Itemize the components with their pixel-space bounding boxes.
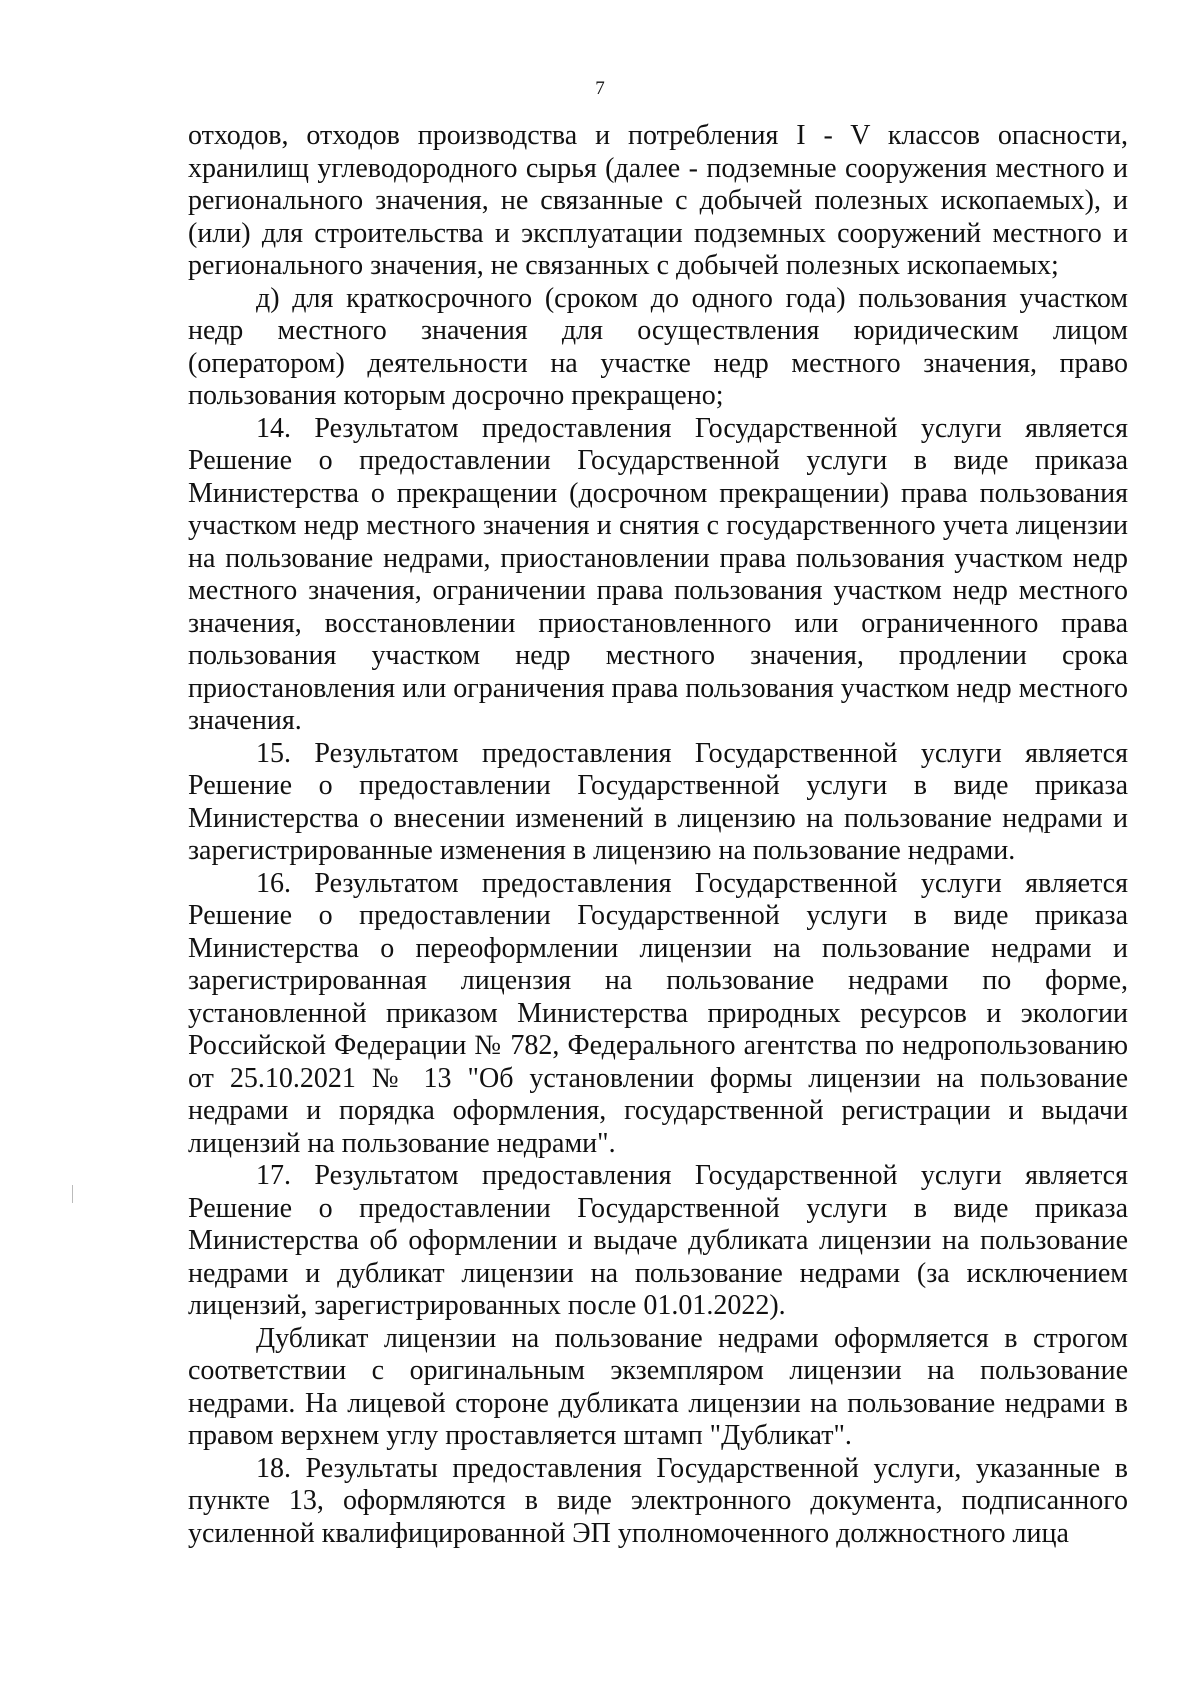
- paragraph-item-d: д) для краткосрочного (сроком до одного года) пользования участком недр местного значения для осуществления юридическим лицом (оператором) деятельности на участке недр местного значения, право пользования которым досрочно прекращено;: [188, 282, 1128, 411]
- paragraph-15: 15. Результатом предоставления Государственной услуги является Решение о предоставлении Государственной услуги в виде приказа Министерства о внесении изменений в лицензию на пользование недрами и зарегистрированные изменения в лицензию на пользование недрами.: [188, 737, 1128, 866]
- page-number: 7: [595, 78, 605, 99]
- paragraph-duplicate: Дубликат лицензии на пользование недрами оформляется в строгом соответствии с оригинальным экземпляром лицензии на пользование недрами. На лицевой стороне дубликата лицензии на пользование недрами в правом верхнем углу проставляется штамп "Дубликат".: [188, 1322, 1128, 1451]
- paragraph-16: 16. Результатом предоставления Государственной услуги является Решение о предоставлении Государственной услуги в виде приказа Министерства о переоформлении лицензии на пользование недрами и зарегистрированная лицензия на пользование недрами по форме, установленной приказом Министерства природных ресурсов и экологии Российской Федерации № 782, Федерального агентства по недропользованию от 25.10.2021 № 13 "Об установлении формы лицензии на пользование недрами и порядка оформления, государственной регистрации и выдачи лицензий на пользование недрами".: [188, 867, 1128, 1159]
- scan-mark: [72, 1185, 73, 1203]
- paragraph-18: 18. Результаты предоставления Государственной услуги, указанные в пункте 13, оформляются в виде электронного документа, подписанного усиленной квалифицированной ЭП уполномоченного должностного лица: [188, 1452, 1128, 1549]
- paragraph-continuation: отходов, отходов производства и потребления I - V классов опасности, хранилищ углеводородного сырья (далее - подземные сооружения местного и регионального значения, не связанные с добычей полезных ископаемых), и (или) для строительства и эксплуатации подземных сооружений местного и регионального значения, не связанных с добычей полезных ископаемых;: [188, 120, 1128, 281]
- paragraph-17: 17. Результатом предоставления Государственной услуги является Решение о предоставлении Государственной услуги в виде приказа Министерства об оформлении и выдаче дубликата лицензии на пользование недрами и дубликат лицензии на пользование недрами (за исключением лицензий, зарегистрированных после 01.01.2022).: [188, 1160, 1128, 1321]
- paragraph-14: 14. Результатом предоставления Государственной услуги является Решение о предоставлении Государственной услуги в виде приказа Министерства о прекращении (досрочном прекращении) права пользования участком недр местного значения и снятия с государственного учета лицензии на пользование недрами, приостановлении права пользования участком недр местного значения, ограничении права пользования участком недр местного значения, восстановлении приостановленного или ограниченного права пользования участком недр местного значения, продлении срока приостановления или ограничения права пользования участком недр местного значения.: [188, 412, 1128, 736]
- document-body: [188, 120, 1128, 1550]
